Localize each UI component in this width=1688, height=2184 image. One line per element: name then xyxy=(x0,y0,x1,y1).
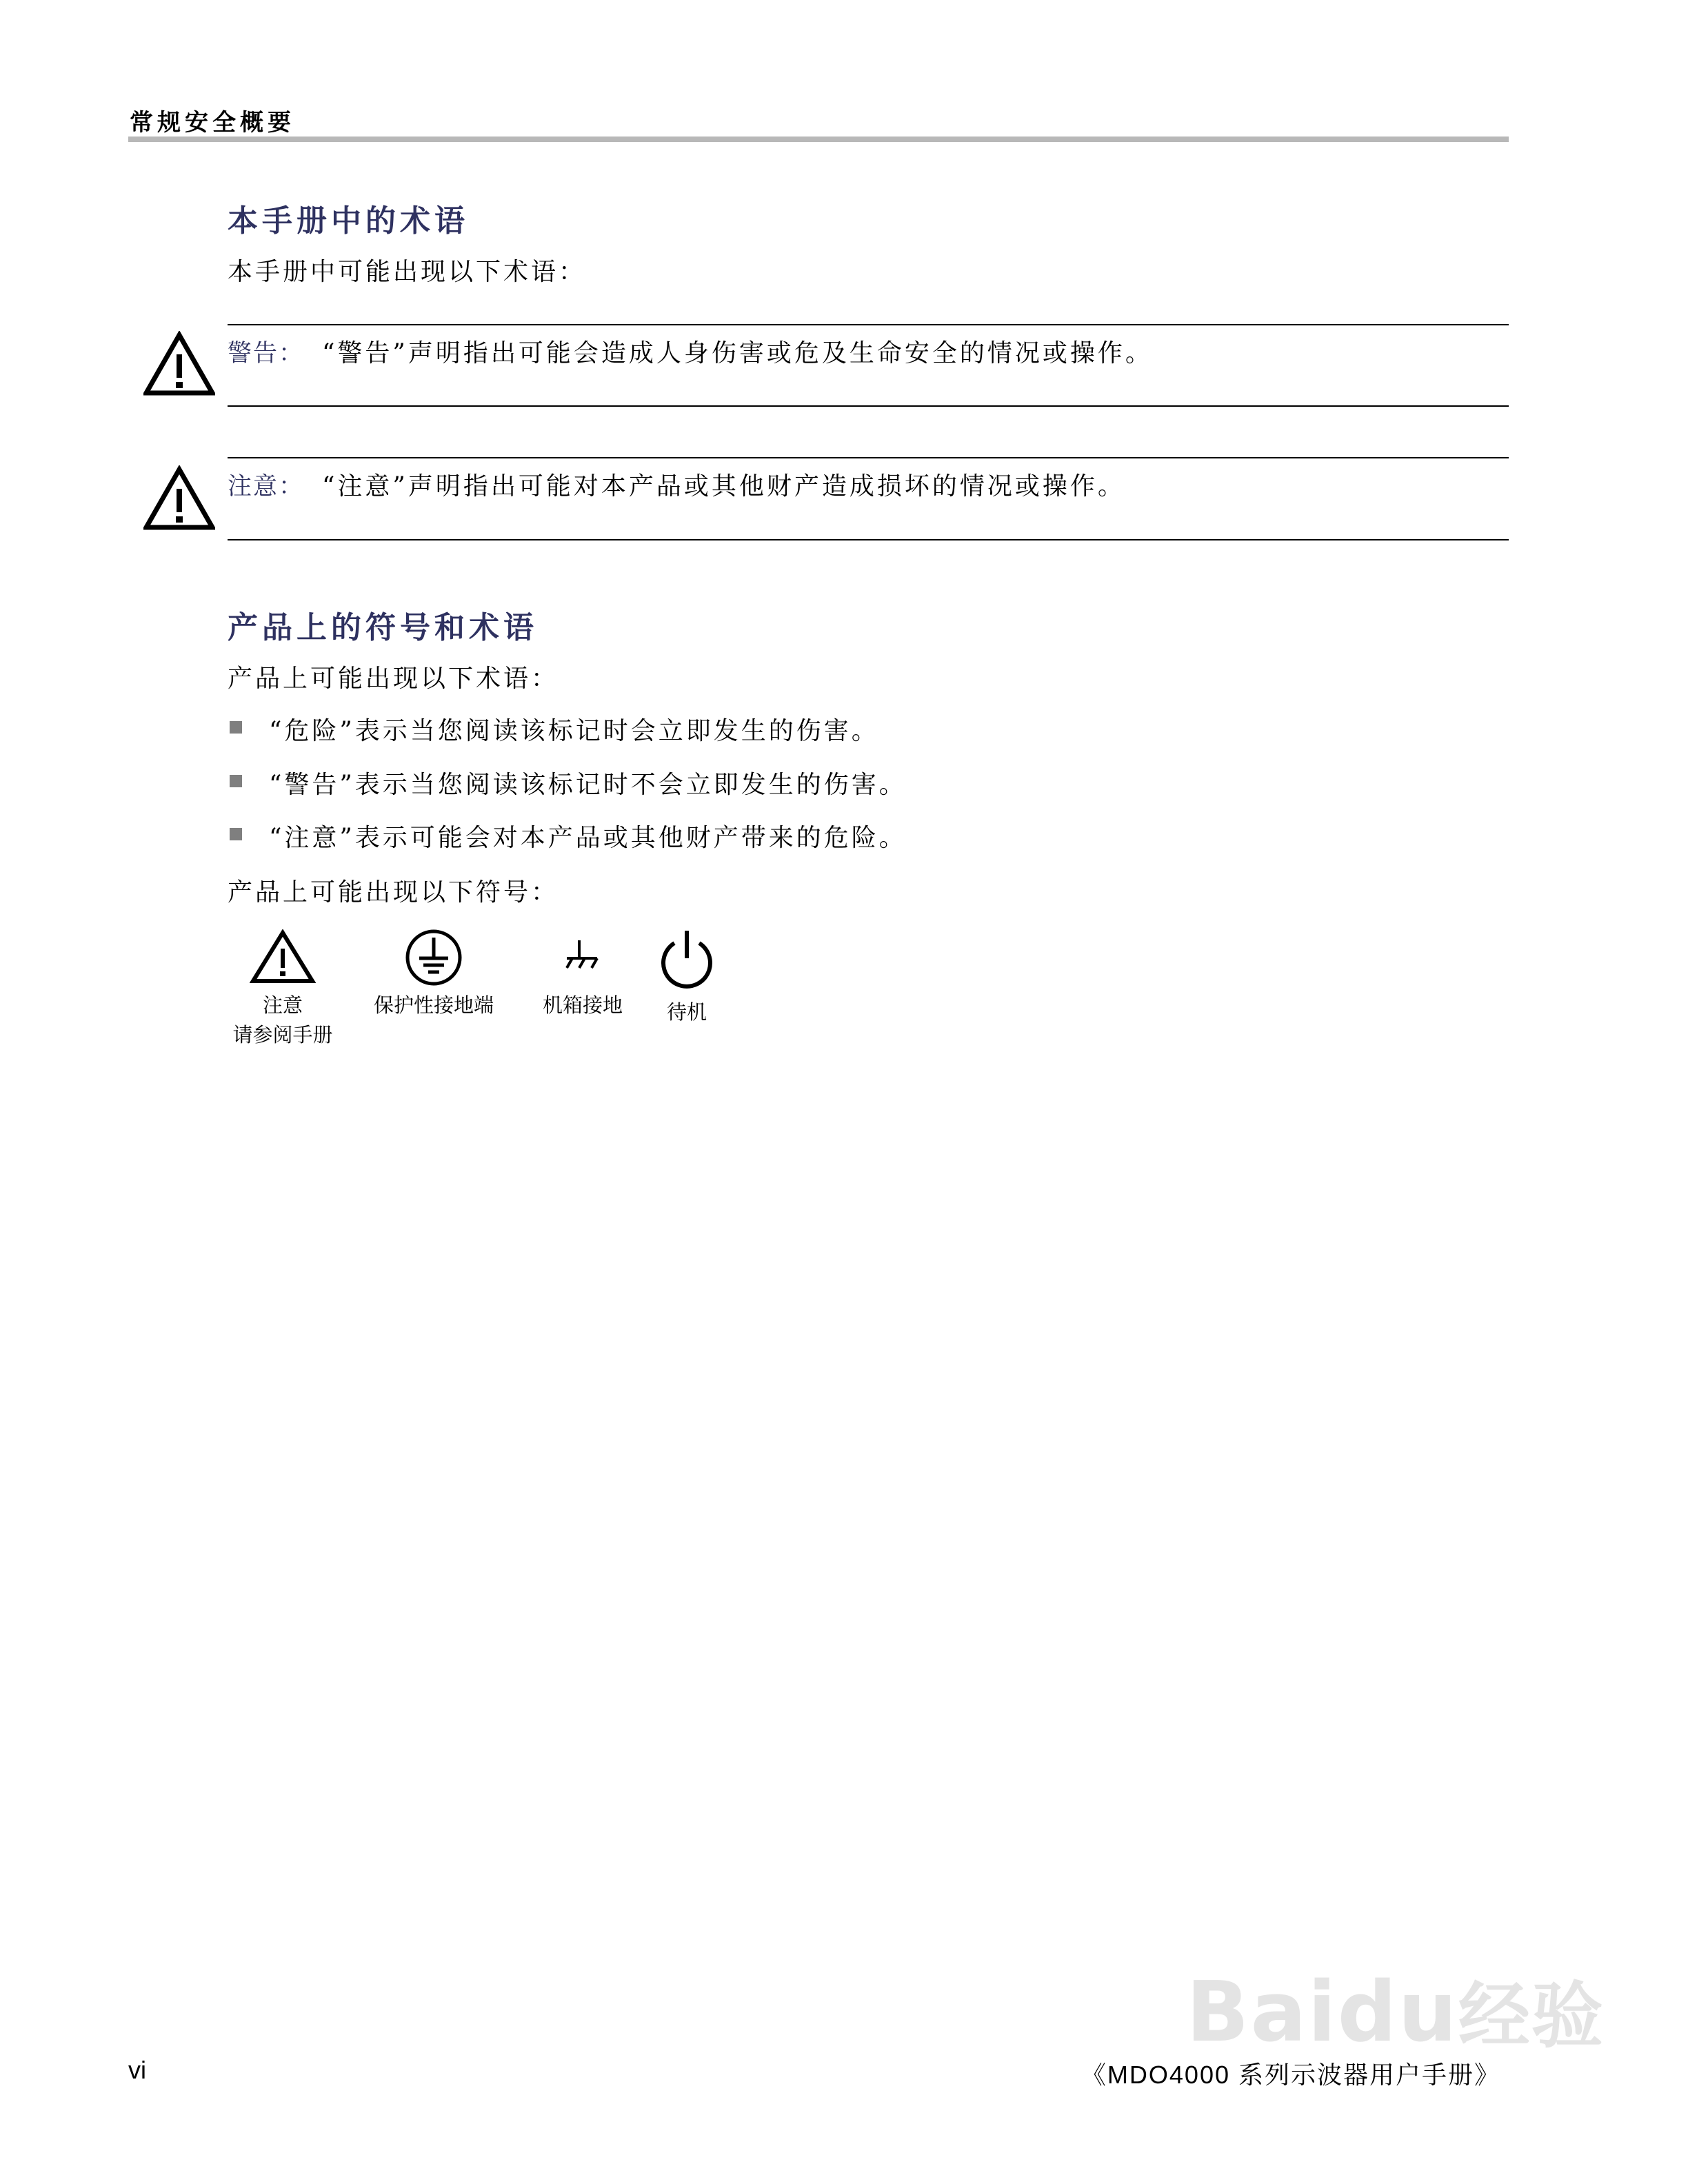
warning-triangle-icon xyxy=(143,331,215,397)
caution-text: “注意”声明指出可能对本产品或其他财产造成损坏的情况或操作。 xyxy=(322,472,1125,501)
header-divider xyxy=(128,136,1509,142)
notice-rule-bottom xyxy=(228,539,1509,540)
symbols-intro: 产品上可能出现以下符号： xyxy=(228,878,559,907)
list-item: “警告”表示当您阅读该标记时不会立即发生的伤害。 xyxy=(269,771,907,799)
manual-title-footer: 《MDO4000 系列示波器用户手册》 xyxy=(1081,2061,1500,2089)
standby-power-icon xyxy=(656,925,717,991)
watermark-logo xyxy=(1186,1958,1605,2061)
symbol-label-protective-ground: 保护性接地端 xyxy=(373,993,494,1017)
section2-intro: 产品上可能出现以下术语： xyxy=(228,665,559,693)
list-item: “注意”表示可能会对本产品或其他财产带来的危险。 xyxy=(269,824,907,852)
bullet-marker xyxy=(230,721,242,734)
bullet-marker xyxy=(230,775,242,787)
warning-label: 警告： xyxy=(228,340,305,367)
symbol-label-line1: 注意 xyxy=(262,993,303,1017)
warning-notice xyxy=(228,334,1153,369)
notice-rule-top xyxy=(228,324,1509,325)
caution-notice xyxy=(228,467,1125,502)
chassis-ground-icon xyxy=(561,938,603,972)
symbol-label-standby: 待机 xyxy=(666,1000,707,1024)
symbol-label-caution xyxy=(215,990,350,1048)
protective-ground-icon xyxy=(404,928,463,987)
bullet-marker xyxy=(230,828,242,840)
notice-rule-bottom xyxy=(228,405,1509,407)
caution-triangle-icon xyxy=(250,929,316,984)
notice-rule-top xyxy=(228,457,1509,458)
warning-text: “警告”声明指出可能会造成人身伤害或危及生命安全的情况或操作。 xyxy=(322,339,1153,367)
section-heading-terms-in-manual: 本手册中的术语 xyxy=(228,203,469,239)
page-number: vi xyxy=(128,2056,146,2084)
symbol-label-line2: 请参阅手册 xyxy=(232,1023,333,1046)
watermark-brand: Baidu xyxy=(1186,1965,1458,2061)
list-item: “危险”表示当您阅读该标记时会立即发生的伤害。 xyxy=(269,717,879,745)
section-heading-product-symbols: 产品上的符号和术语 xyxy=(228,610,538,645)
running-header: 常规安全概要 xyxy=(130,109,295,136)
caution-triangle-icon xyxy=(143,465,215,532)
watermark-suffix: 经验 xyxy=(1458,1974,1605,2058)
section1-intro: 本手册中可能出现以下术语： xyxy=(228,258,587,286)
caution-label: 注意： xyxy=(228,473,305,501)
symbol-label-chassis-ground: 机箱接地 xyxy=(542,993,623,1017)
